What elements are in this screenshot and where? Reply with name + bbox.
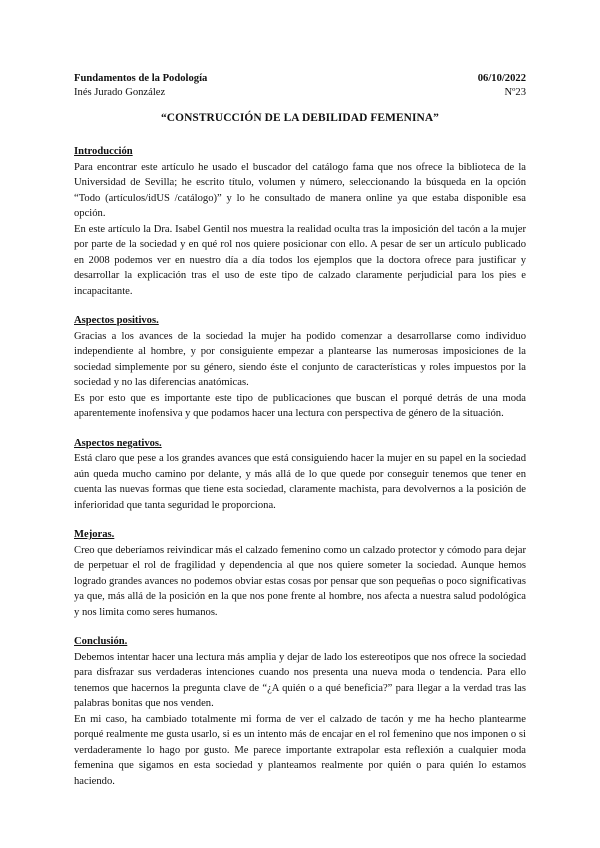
paragraph: Debemos intentar hacer una lectura más amplia y dejar de lado los estereotipos que nos ofrece la sociedad para disfrazar sus verdaderas intenciones cuando nos presenta una nueva moda o tendencia. Para ello tenemos que hacernos la pregunta clave de “¿A quién o a qué beneficia?” para llegar a la verdad tras las palabras bonitas que nos venden.: [74, 651, 526, 709]
document-title: “CONSTRUCCIÓN DE LA DEBILIDAD FEMENINA”: [161, 112, 439, 124]
header-row-2: [74, 86, 526, 100]
section-mejoras: [74, 527, 526, 620]
section-aspectos-positivos: [74, 313, 526, 422]
section-heading: Conclusión.: [74, 636, 128, 647]
section-heading: Aspectos positivos.: [74, 315, 159, 326]
paragraph: Creo que deberíamos reivindicar más el calzado femenino como un calzado protector y cómodo para dejar de perpetuar el rol de fragilidad y dependencia al que nos quiere someter la sociedad. Aunque hemos logrado grandes avances no podemos obviar estas cosas por pensar que son pequeñas o poco significativas ya que, más allá de la posición en la que nos pone frente al hombre, nos afecta a nuestra salud podológica y nos limita como seres humanos.: [74, 544, 526, 618]
paragraph: Gracias a los avances de la sociedad la mujer ha podido comenzar a desarrollarse como individuo independiente al hombre, y por consiguiente empezar a plantearse las numerosas imposiciones de la sociedad simplemente por su género, siendo éste el conjunto de características y roles impuestos por la sociedad y no las diferencias anatómicas.: [74, 330, 526, 388]
course-title: Fundamentos de la Podología: [74, 73, 208, 84]
document-date: 06/10/2022: [477, 73, 526, 84]
paragraph: En mi caso, ha cambiado totalmente mi forma de ver el calzado de tacón y me ha hecho plantearme porqué realmente me gusta usarlo, si es un intento más de encajar en el rol femenino que nos imponen o si verdaderamente lo hago por gusto. Me parece importante extrapolar esta reflexión a cualquier moda femenina que sigamos en esta sociedad y planteamos realmente por quién o para quién lo estamos haciendo.: [74, 713, 526, 787]
section-introduccion: [74, 144, 526, 299]
paragraph: Para encontrar este artículo he usado el buscador del catálogo fama que nos ofrece la biblioteca de la Universidad de Sevilla; he escrito título, volumen y número, seleccionando la búsqueda en la opción “Todo (artículos/idUS /catálogo)” y lo he consultado de manera online ya que estaba disponible esa opción.: [74, 161, 526, 219]
section-heading: Mejoras.: [74, 529, 115, 540]
author-name: Inés Jurado González: [74, 87, 166, 98]
document-number: Nº23: [504, 87, 526, 98]
header-row-1: [74, 72, 526, 86]
paragraph: Está claro que pese a los grandes avances que está consiguiendo hacer la mujer en su papel en la sociedad aún queda mucho camino por delante, y más allá de lo que quede por conseguir tenemos que tener en cuenta las nuevas formas que tiene esta sociedad, claramente machista, para devolvernos a la posición de inferioridad que tanta seguridad le proporciona.: [74, 453, 526, 511]
section-heading: Aspectos negativos.: [74, 437, 162, 449]
section-aspectos-negativos: [74, 436, 526, 514]
section-heading: Introducción: [74, 146, 133, 157]
paragraph: Es por esto que es importante este tipo de publicaciones que buscan el porqué detrás de una moda aparentemente inofensiva y que podamos hacer una lectura con perspectiva de género de la situación.: [74, 392, 526, 419]
section-conclusion: [74, 634, 526, 789]
paragraph: En este artículo la Dra. Isabel Gentil nos muestra la realidad oculta tras la imposición del tacón a la mujer por parte de la sociedad y en qué rol nos quiere posicionar con ello. A pesar de ser un artículo publicado en 2008 podemos ver en nuestro día a día todos los ejemplos que la doctora ofrece para justificar y desarrollar la explicación tras el uso de este tipo de calzado claramente perjudicial para los pies e incapacitante.: [74, 223, 526, 297]
